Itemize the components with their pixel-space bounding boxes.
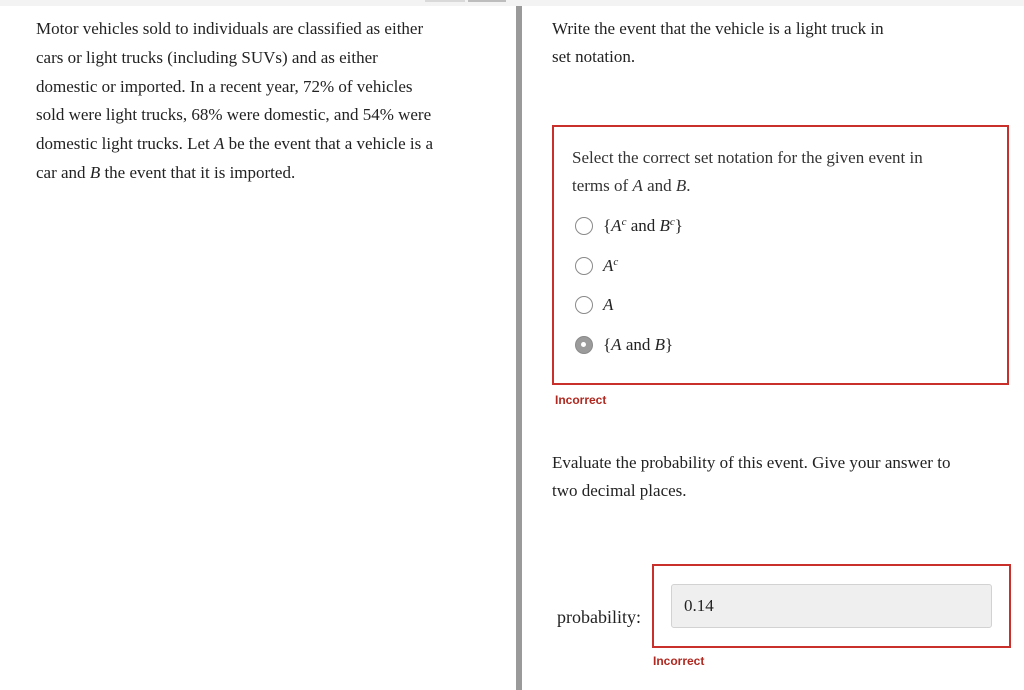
- radio-button[interactable]: [575, 217, 593, 235]
- variable-b: B: [654, 335, 665, 354]
- problem-text: [36, 15, 496, 188]
- top-tab-active[interactable]: [468, 0, 506, 2]
- brace: }: [674, 216, 683, 235]
- option-ac[interactable]: [575, 254, 618, 278]
- panel-divider[interactable]: [516, 6, 522, 690]
- option-label[interactable]: [603, 335, 673, 355]
- variable-a: A: [603, 256, 614, 275]
- problem-line: Motor vehicles sold to individuals are classified as either: [36, 19, 424, 38]
- variable-a: A: [214, 134, 225, 154]
- variable-a: A: [611, 216, 622, 235]
- probability-input[interactable]: 0.14: [671, 584, 992, 628]
- variable-b: B: [675, 176, 687, 195]
- option-label[interactable]: [603, 216, 683, 236]
- problem-line: be the event that a vehicle is a: [224, 134, 434, 154]
- top-strip: [0, 0, 1024, 6]
- prompt-line: set notation.: [552, 47, 636, 66]
- brace: {: [603, 335, 612, 354]
- and-word: and: [626, 216, 660, 235]
- prompt-line: two decimal places.: [552, 481, 687, 500]
- and-word: and: [621, 335, 655, 354]
- question-line: and: [642, 176, 676, 195]
- complement-mark: c: [613, 256, 619, 268]
- variable-a: A: [632, 176, 643, 195]
- option-label[interactable]: [603, 256, 618, 276]
- variable-b: B: [659, 216, 670, 235]
- part2-prompt: [552, 449, 1007, 505]
- prompt-line: Write the event that the vehicle is a light truck in: [552, 19, 884, 38]
- variable-b: B: [89, 162, 101, 182]
- problem-line: cars or light trucks (including SUVs) and as either: [36, 47, 378, 67]
- part2-feedback: Incorrect: [653, 654, 705, 668]
- option-label[interactable]: [603, 295, 613, 315]
- problem-line: domestic or imported. In a recent year, 72% of vehicles: [36, 76, 413, 96]
- complement-mark: c: [621, 216, 627, 228]
- problem-line: sold were light trucks, 68% were domestic, and 54% were: [36, 105, 432, 125]
- mc-question: [572, 144, 992, 200]
- question-line: Select the correct set notation for the given event in: [572, 148, 923, 167]
- complement-mark: c: [669, 216, 675, 228]
- problem-line: the event that it is imported.: [100, 162, 296, 182]
- top-tab[interactable]: [425, 0, 465, 2]
- question-line: .: [686, 176, 691, 195]
- radio-button[interactable]: [575, 257, 593, 275]
- problem-panel: [36, 15, 496, 188]
- probability-label: probability:: [557, 607, 641, 627]
- option-a[interactable]: [575, 293, 613, 317]
- variable-a: A: [603, 295, 614, 314]
- brace: {: [603, 216, 612, 235]
- answer-box: [652, 564, 1011, 648]
- brace: }: [665, 335, 674, 354]
- variable-a: A: [611, 335, 622, 354]
- option-a-and-b[interactable]: [575, 333, 673, 357]
- prompt-line: Evaluate the probability of this event. Give your answer to: [552, 453, 951, 472]
- radio-button-selected[interactable]: [575, 336, 593, 354]
- part1-prompt-area: [552, 15, 1012, 71]
- option-ac-and-bc[interactable]: [575, 214, 683, 238]
- part1-prompt: [552, 15, 1012, 71]
- question-line: terms of: [572, 176, 633, 195]
- multiple-choice-box: [552, 125, 1009, 385]
- part1-feedback: Incorrect: [555, 393, 607, 407]
- problem-line: car and: [36, 162, 90, 182]
- radio-button[interactable]: [575, 296, 593, 314]
- problem-line: domestic light trucks. Let: [36, 134, 214, 154]
